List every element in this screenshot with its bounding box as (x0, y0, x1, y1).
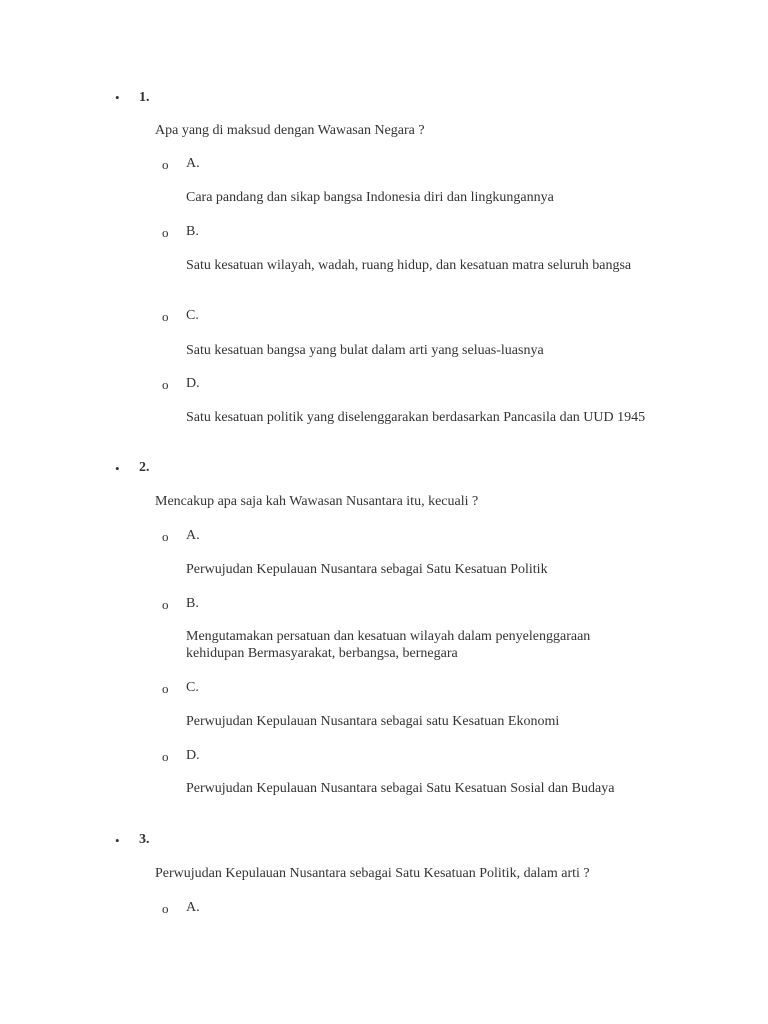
option-letter: A. (186, 900, 200, 915)
circle-bullet-icon: o (162, 749, 169, 764)
option-letter: C. (186, 308, 199, 323)
option-text: Perwujudan Kepulauan Nusantara sebagai Satu Kesatuan Politik (186, 562, 548, 577)
bullet-icon: • (115, 90, 120, 105)
option-letter: D. (186, 376, 200, 391)
circle-bullet-icon: o (162, 681, 169, 696)
question-number: 2. (139, 460, 150, 475)
question-text: Perwujudan Kepulauan Nusantara sebagai Satu Kesatuan Politik, dalam arti ? (155, 866, 590, 881)
circle-bullet-icon: o (162, 377, 169, 392)
option-text: Satu kesatuan politik yang diselenggarakan berdasarkan Pancasila dan UUD 1945 (186, 410, 646, 425)
option-letter: B. (186, 224, 199, 239)
option-text: Satu kesatuan bangsa yang bulat dalam arti yang seluas-luasnya (186, 343, 544, 358)
bullet-icon: • (115, 833, 120, 848)
question-text: Mencakup apa saja kah Wawasan Nusantara itu, kecuali ? (155, 494, 479, 509)
circle-bullet-icon: o (162, 225, 169, 240)
option-letter: B. (186, 596, 199, 611)
option-text: Perwujudan Kepulauan Nusantara sebagai Satu Kesatuan Sosial dan Budaya (186, 781, 615, 796)
circle-bullet-icon: o (162, 901, 169, 916)
option-text: Perwujudan Kepulauan Nusantara sebagai satu Kesatuan Ekonomi (186, 714, 560, 729)
option-letter: D. (186, 748, 200, 763)
option-text: Cara pandang dan sikap bangsa Indonesia diri dan lingkungannya (186, 190, 554, 205)
circle-bullet-icon: o (162, 529, 169, 544)
question-number: 3. (139, 832, 150, 847)
question-number: 1. (139, 90, 150, 105)
option-text: Mengutamakan persatuan dan kesatuan wilayah dalam penyelenggaraan kehidupan Bermasyarakat, berbangsa, bernegara (186, 629, 591, 661)
option-letter: C. (186, 680, 199, 695)
option-letter: A. (186, 156, 200, 171)
bullet-icon: • (115, 461, 120, 476)
question-text: Apa yang di maksud dengan Wawasan Negara ? (155, 123, 425, 138)
circle-bullet-icon: o (162, 309, 169, 324)
option-letter: A. (186, 528, 200, 543)
option-text: Satu kesatuan wilayah, wadah, ruang hidup, dan kesatuan matra seluruh bangsa (186, 258, 632, 273)
circle-bullet-icon: o (162, 597, 169, 612)
circle-bullet-icon: o (162, 157, 169, 172)
